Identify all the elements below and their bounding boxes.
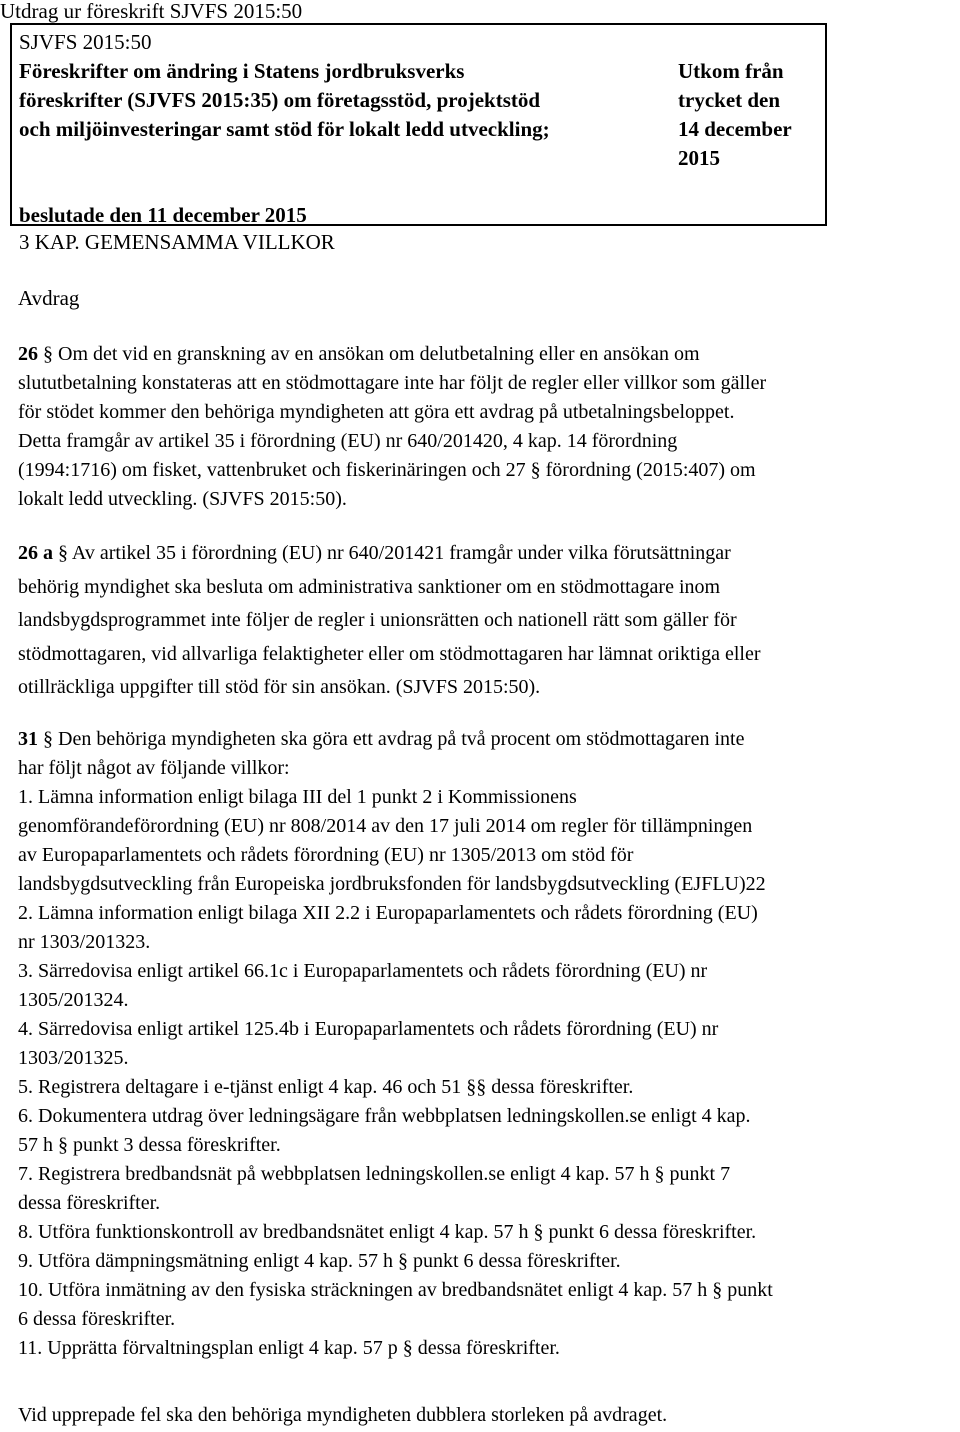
list-item: 1305/201324. bbox=[18, 989, 129, 1011]
list-item: 2. Lämna information enligt bilaga XII 2.2 i Europaparlamentets och rådets förordning (EU) bbox=[18, 902, 758, 924]
regulation-identifier: SJVFS 2015:50 bbox=[19, 30, 152, 54]
paragraph-line: har följt något av följande villkor: bbox=[18, 757, 290, 779]
paragraph-number: 26 a bbox=[18, 542, 53, 564]
conclusion-text: Vid upprepade fel ska den behöriga myndigheten dubblera storleken på avdraget. bbox=[18, 1404, 668, 1426]
regulation-title-line: och miljöinvesteringar samt stöd för lokalt ledd utveckling; bbox=[19, 117, 550, 141]
paragraph-line: lokalt ledd utveckling. (SJVFS 2015:50). bbox=[18, 488, 347, 510]
list-item: 57 h § punkt 3 dessa föreskrifter. bbox=[18, 1134, 281, 1156]
list-item: 1303/201325. bbox=[18, 1047, 129, 1069]
decision-date: beslutade den 11 december 2015 bbox=[19, 203, 307, 227]
regulation-title bbox=[19, 57, 550, 144]
regulation-title-line: föreskrifter (SJVFS 2015:35) om företagsstöd, projektstöd bbox=[19, 88, 541, 112]
paragraph-text: Av artikel 35 i förordning (EU) nr 640/201421 framgår under vilka förutsättningar bbox=[71, 542, 731, 564]
section-heading: Avdrag bbox=[18, 286, 80, 310]
list-item: 7. Registrera bredbandsnät på webbplatsen ledningskollen.se enligt 4 kap. 57 h § punkt 7 bbox=[18, 1163, 731, 1185]
section-sign: § bbox=[43, 728, 53, 750]
paragraph-line: otillräckliga uppgifter till stöd för sin ansökan. (SJVFS 2015:50). bbox=[18, 676, 541, 698]
paragraph-line: Detta framgår av artikel 35 i förordning (EU) nr 640/201420, 4 kap. 14 förordning bbox=[18, 430, 678, 452]
list-item: av Europaparlamentets och rådets förordning (EU) nr 1305/2013 om stöd för bbox=[18, 844, 634, 866]
paragraph-line: behörig myndighet ska besluta om administrativa sanktioner om en stödmottagare inom bbox=[18, 575, 721, 598]
list-item: 5. Registrera deltagare i e-tjänst enligt 4 kap. 46 och 51 §§ dessa föreskrifter. bbox=[18, 1076, 634, 1098]
paragraph-number: 26 bbox=[18, 343, 38, 365]
publication-date bbox=[678, 57, 792, 173]
paragraph-line: (1994:1716) om fisket, vattenbruket och fiskerinäringen och 27 § förordning (2015:407) om bbox=[18, 459, 756, 481]
list-item: 6. Dokumentera utdrag över ledningsägare från webbplatsen ledningskollen.se enligt 4 kap. bbox=[18, 1105, 751, 1127]
paragraph-line: stödmottagaren, vid allvarliga felaktigheter eller om stödmottagaren har lämnat oriktiga eller bbox=[18, 642, 761, 665]
list-item: 9. Utföra dämpningsmätning enligt 4 kap. 57 h § punkt 6 dessa föreskrifter. bbox=[18, 1250, 621, 1272]
paragraph-26a bbox=[18, 537, 761, 705]
chapter-heading: 3 KAP. GEMENSAMMA VILLKOR bbox=[19, 230, 335, 254]
paragraph-line bbox=[18, 340, 766, 369]
paragraph-line: för stödet kommer den behöriga myndigheten att göra ett avdrag på utbetalningsbeloppet. bbox=[18, 401, 735, 423]
paragraph-line bbox=[18, 537, 761, 571]
list-item: 1. Lämna information enligt bilaga III del 1 punkt 2 i Kommissionens bbox=[18, 786, 577, 808]
list-item: 4. Särredovisa enligt artikel 125.4b i Europaparlamentets och rådets förordning (EU) nr bbox=[18, 1018, 719, 1040]
section-sign: § bbox=[43, 343, 53, 365]
list-item: 10. Utföra inmätning av den fysiska sträckningen av bredbandsnätet enligt 4 kap. 57 h § punkt bbox=[18, 1279, 773, 1301]
list-item: 8. Utföra funktionskontroll av bredbandsnätet enligt 4 kap. 57 h § punkt 6 dessa föreskrifter. bbox=[18, 1221, 757, 1243]
regulation-title-line: Föreskrifter om ändring i Statens jordbruksverks bbox=[19, 59, 465, 83]
document-header: Utdrag ur föreskrift SJVFS 2015:50 bbox=[0, 0, 303, 23]
list-item: dessa föreskrifter. bbox=[18, 1192, 161, 1214]
list-item: landsbygdsutveckling från Europeiska jordbruksfonden för landsbygdsutveckling (EJFLU)22 bbox=[18, 873, 766, 895]
paragraph-line: landsbygdsprogrammet inte följer de regler i unionsrätten och nationell rätt som gäller för bbox=[18, 609, 737, 631]
list-item: 3. Särredovisa enligt artikel 66.1c i Europaparlamentets och rådets förordning (EU) nr bbox=[18, 960, 708, 982]
paragraph-26 bbox=[18, 340, 766, 514]
publication-line: trycket den bbox=[678, 88, 781, 112]
section-sign: § bbox=[58, 542, 68, 564]
publication-line: 2015 bbox=[678, 146, 720, 170]
list-item: 11. Upprätta förvaltningsplan enligt 4 kap. 57 p § dessa föreskrifter. bbox=[18, 1337, 560, 1359]
list-item: 6 dessa föreskrifter. bbox=[18, 1308, 176, 1330]
paragraph-text: Om det vid en granskning av en ansökan om delutbetalning eller en ansökan om bbox=[58, 343, 700, 365]
paragraph-line: slututbetalning konstateras att en stödmottagare inte har följt de regler eller villkor som gäller bbox=[18, 372, 767, 394]
list-item: genomförandeförordning (EU) nr 808/2014 av den 17 juli 2014 om regler för tillämpningen bbox=[18, 815, 753, 837]
publication-line: Utkom från bbox=[678, 59, 784, 83]
list-item: nr 1303/201323. bbox=[18, 931, 151, 953]
paragraph-number: 31 bbox=[18, 728, 38, 750]
publication-line: 14 december bbox=[678, 117, 792, 141]
paragraph-31 bbox=[18, 725, 773, 1363]
paragraph-line bbox=[18, 725, 773, 754]
paragraph-text: Den behöriga myndigheten ska göra ett avdrag på två procent om stödmottagaren inte bbox=[58, 728, 745, 750]
